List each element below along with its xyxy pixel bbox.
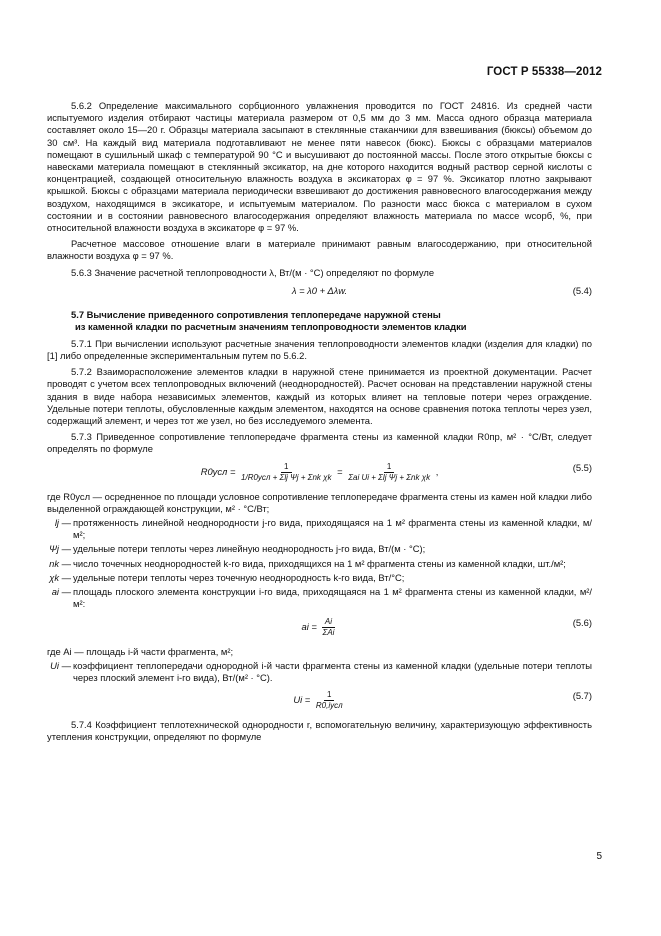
legend-symbol: nk — — [49, 557, 71, 569]
legend-intro-r0: где R0усл — осредненное по площади условное сопротивление теплопередаче фрагмента стены из камен ной кладки либо выделенной ограждающей конструкции, м² · °С/Вт; — [47, 490, 592, 514]
paragraph-5-7-4: 5.7.4 Коэффициент теплотехнической однородности r, вспомогательную величину, характеризующую эффективность утепления конструкции, определяют по формуле — [47, 719, 592, 743]
document-standard-header: ГОСТ Р 55338—2012 — [486, 66, 602, 78]
equation-5-6 — [47, 617, 592, 638]
legend-symbol: ai — — [51, 586, 71, 598]
legend-row-lj — [47, 517, 592, 541]
equation-5-5-numerator-2: 1 — [384, 462, 394, 473]
equation-5-7-number: (5.7) — [572, 690, 592, 702]
legend-symbol: lj — — [54, 517, 71, 529]
legend-description: удельные потери теплоты через точечную неоднородность k-го вида, Вт/°С; — [73, 571, 405, 583]
legend-row-ai — [47, 586, 592, 610]
equation-5-7 — [47, 690, 592, 711]
equation-5-6-number: (5.6) — [572, 616, 592, 628]
paragraph-5-7-3: 5.7.3 Приведенное сопротивление теплопередаче фрагмента стены из каменной кладки R0пр, м² · °С/Вт, следует определять по формуле — [47, 431, 592, 455]
legend-description: коэффициент теплопередачи однородной i-й части фрагмента стены из каменной кладки (удельные потери теплоты через плоский элемент i-го вида), Вт/(м² · °С). — [73, 659, 592, 683]
equation-5-7-numerator: 1 — [324, 690, 334, 701]
legend-symbol: Ψj — — [49, 543, 71, 555]
equation-5-5-fraction-1 — [238, 462, 334, 483]
equation-5-5-denominator-2: Σai Ui + Σlj Ψj + Σnk χk — [348, 472, 431, 482]
legend-symbol: Ui — — [50, 659, 71, 671]
equation-5-4-expression: λ = λ0 + Δλw. — [291, 284, 348, 296]
legend-description: площадь плоского элемента конструкции i-го вида, приходящаяся на 1 м² фрагмента стены из каменной кладки, м²/м²: — [73, 586, 592, 610]
equation-5-6-denominator: ΣAi — [322, 627, 335, 637]
equation-5-5-tail: , — [435, 465, 439, 477]
legend-intro-ai: где Ai — площадь i-й части фрагмента, м²; — [47, 645, 234, 657]
legend-row-psi — [47, 543, 592, 555]
equation-5-7-denominator: R0,iусл — [315, 701, 343, 711]
equation-5-5-denominator-1: 1/R0усл + Σlj Ψj + Σnk χk — [241, 472, 332, 482]
paragraph-5-7-1: 5.7.1 При вычислении используют расчетные значения теплопроводности элементов кладки (изделия для кладки) по [1] либо определенные экспериментальным путем по 5.6.2. — [47, 337, 592, 362]
symbol-legend-2 — [47, 660, 592, 684]
legend-description: протяженность линейной неоднородности j-го вида, приходящаяся на 1 м² фрагмента стены из каменной кладки, м/м²; — [73, 517, 592, 541]
section-heading-5-7 — [47, 309, 592, 333]
equation-5-4-number: (5.4) — [572, 284, 592, 296]
legend-row-chi — [47, 572, 592, 584]
paragraph-calculated-moisture: Расчетное массовое отношение влаги в материале принимают равным влагосодержанию, при относительной влажности воздуха φ = 97 %. — [47, 238, 592, 262]
legend-description: удельные потери теплоты через линейную неоднородность j-го вида, Вт/(м · °С); — [73, 543, 426, 555]
equation-5-7-fraction — [313, 690, 346, 711]
section-heading-5-7-line1: 5.7 Вычисление приведенного сопротивления теплопередаче наружной стены — [71, 308, 441, 320]
equation-5-5-lhs: R0усл = — [200, 465, 236, 477]
equation-5-5-fraction-2 — [345, 462, 433, 483]
paragraph-5-6-2: 5.6.2 Определение максимального сорбционного увлажнения проводится по ГОСТ 24816. Из средней части испытуемого изделия отбирают частицы материала размером от 0,5 мм до 3 мм. Масса одного образца материала составляет около 15—20 г. Образцы материала засыпают в стеклянные стаканчики для взвешивания (бюксы) объемом до 30 см³. На каждый вид материала подготавливают не менее пяти навесок (бюкс). Бюксы с образцами материалов помещают в сушильный шкаф с температурой 90 °С и высушивают до постоянной массы. После этого открытые бюксы с навесками материала помещают в стеклянный эксикатор, на дне которого находится водный раствор серной кислоты с концентрацией, создающей относительную влажность воздуха в эксикаторах φ = 97 %. Эксикатор плотно закрывают крышкой. Бюксы с образцами материала периодически взвешивают до достижения равновесного влагосодержания между воздухом, находящимся в эксикаторе, и испытуемым материалом. По разности масс бюкса с материалом в сухом состоянии и в состоянии равновесного влагосодержания определяют влажность материала по массе wсорб, %, при относительной влажности воздуха в эксикаторе φ = 97 %. — [47, 100, 592, 234]
legend-symbol: χk — — [49, 571, 71, 583]
paragraph-5-6-3: 5.6.3 Значение расчетной теплопроводности λ, Вт/(м · °С) определяют по формуле — [71, 266, 435, 278]
equation-5-4 — [47, 285, 592, 299]
section-heading-5-7-line2: из каменной кладки по расчетным значениям теплопроводности элементов кладки — [75, 320, 467, 332]
equation-5-5-number: (5.5) — [572, 461, 592, 473]
equation-5-6-lhs: ai = — [301, 620, 317, 632]
legend-description: число точечных неоднородностей k-го вида, приходящихся на 1 м² фрагмента стены из каменной кладки, шт./м²; — [73, 557, 566, 569]
equation-5-5-numerator-1: 1 — [281, 462, 291, 473]
page-number: 5 — [596, 851, 602, 862]
equation-5-7-lhs: Ui = — [293, 694, 311, 706]
equation-5-5-equals: = — [337, 465, 343, 477]
equation-5-5 — [47, 462, 592, 483]
paragraph-5-7-2: 5.7.2 Взаиморасположение элементов кладки в наружной стене принимается из проектной документации. Расчет проводят с учетом всех теплопроводных включений (неоднородностей). Расчет основан на представлении наружной стены здания в виде набора независимых элементов, каждый из которых влияет на тепловые потери через ограждение. Удельные потери теплоты, обусловленные каждым элементом, находятся на основе сравнения потока теплоты через узел, содержащий элемент, и через тот же узел, но без исследуемого элемента. — [47, 366, 592, 427]
symbol-legend — [47, 517, 592, 610]
equation-5-6-fraction — [320, 617, 338, 638]
legend-row-nk — [47, 558, 592, 570]
document-body — [47, 100, 592, 748]
legend-row-ui — [47, 660, 592, 684]
equation-5-6-numerator: Ai — [322, 617, 335, 628]
